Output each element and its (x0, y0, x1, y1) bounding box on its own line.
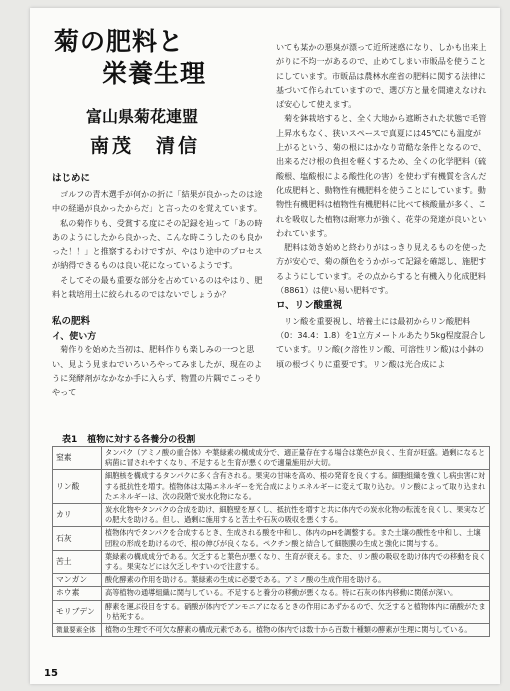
table-row (53, 624, 490, 637)
paragraph: ゴルフの青木選手が何かの折に「結果が良かったのは途中の経過が良かったからだ」と言ったのを覚えています。 (52, 189, 263, 214)
table-caption (62, 432, 195, 445)
author-given-name: 清信 (156, 135, 201, 157)
role-cell: タンパク（アミノ酸の重合体）や葉緑素の構成成分で、適正量存在する場合は葉色が良く、生育が旺盛。過剰になると病菌に冒されやすくなり、不足すると生育が悪くので適量施用が大切。 (102, 447, 490, 470)
element-cell: 石灰 (53, 527, 102, 550)
paragraph: いても某かの悪臭が漂って近所迷惑になり、しかも出来上がりに不均一があるので、止めてしまい市販品を使うことにしています。市販品は農林水産省の肥料に関する法律に基づいて作られていますので、選び方と量を間違えなければ安心して使えます。 (276, 42, 487, 110)
role-cell: 炭水化物やタンパクの合成を助け、細胞壁を厚くし、抵抗性を増すと共に体内での炭水化物の転流を良くし、果実などの肥大を助ける。但し、過剰に施用すると苦土や石灰の吸収を悪くする。 (102, 504, 490, 527)
element-cell: 窒素 (53, 447, 102, 470)
paragraph: 私の菊作りも、受賞する度にその記録を辿って「あの時あのようにしたから良かった、こんな時こうしたのも良かった！！」と推察するわけですが、やはり途中のプロセスが納得できるものは良い花になっているようです。 (52, 217, 263, 271)
author-family-name: 南茂 (90, 135, 135, 157)
role-cell: 高等植物の通導組織に関与している。不足すると養分の移動が悪くなる。特に石灰の体内移動に関係が深い。 (102, 587, 490, 600)
table-row (53, 600, 490, 623)
element-cell: カリ (53, 504, 102, 527)
table-row (53, 470, 490, 504)
paragraph: 肥料は効き始めと終わりがはっきり見えるものを使った方が安心で、菊の顔色をうかがって記録を確認し、施肥するようにしています。その点からすると有機入り化成肥料（8861）は使い易い肥料です。 (276, 242, 487, 296)
subheading-phosphate: ロ、リン酸重視 (276, 300, 343, 312)
title-line-2: 栄養生理 (102, 59, 207, 88)
table-row (53, 587, 490, 600)
title-line-1: 菊の肥料と (54, 27, 185, 56)
role-cell: 植物の生理で不可欠な酵素の構成元素である。植物の体内では数十から百数十種類の酵素が生理に関与している。 (102, 624, 490, 637)
magazine-page (30, 8, 500, 684)
role-cell: 植物体内でタンパクを合成するとき、生成される酸を中和し、体内のpHを調整する。また土壌の酸性を中和し、土壌団粒の形成を助けるので、根の伸びが良くなる。ペクチン酸と結合して細胞膜の生成と強化に関与する。 (102, 527, 490, 550)
section-heading-fertilizer: 私の肥料 (52, 316, 91, 328)
role-cell: 酸化酵素の作用を助ける。葉緑素の生成に必要である。アミノ酸の生成作用を助ける。 (102, 574, 490, 587)
table-row (53, 527, 490, 550)
element-cell: 微量要素全体 (53, 624, 102, 637)
role-cell: 細胞核を構成するタンパクに多く含有される。果実の甘味を高め、根の発育を良くする。細胞組織を強くし病虫害に対する抵抗性を増す。植物体は太陽エネルギーを光合成によりエネルギーに変えて取り込む。リン酸によって取り込まれたエネルギーは、次の段階で炭水化物になる。 (102, 470, 490, 504)
paragraph: リン酸を重要視し、培養土には最初からリン酸肥料（0：34.4：1.8）を1立方メートルあたり5kg程度混合しています。リン酸(ク溶性リン酸、可溶性リン酸)は小鉢の頃の根づくりに重要です。リン酸は光合成によ (276, 315, 486, 369)
nutrient-role-table (52, 446, 490, 637)
right-column (276, 40, 488, 371)
table-row (53, 574, 490, 587)
paragraph: 菊を鉢栽培すると、全く大地から遮断された状態で毛管上昇水もなく、狭いスペースで真夏には45℃にも温度が上がるという、菊の根にはかなり苛酷な条件となるので、出来るだけ根の負担を軽くするため、全くの化学肥料（硫酸根、塩酸根による酸性化の害）を使わず有機質を含んだ化成肥料と、動物性有機肥料を使うことにしています。動物性有機肥料は植物性有機肥料に比べて核酸量が多く、これを吸収した植物は耐寒力が強く、花芽の発達が良いといわれています。 (276, 113, 487, 238)
article-title (52, 26, 264, 90)
left-column (52, 26, 264, 400)
paragraph: そしてその最も重要な部分を占めているのはやはり、肥料と栽培用土に絞られるのではないでしょうか？ (52, 274, 263, 300)
table-row (53, 550, 490, 573)
paragraph: 菊作りを始めた当初は、肥料作りも楽しみの一つと思い、見よう見まねでいろいろやってみましたが、現在のように発酵剤がなかなか手に入らず、物置の片隅でこっそりやって (52, 344, 263, 398)
author-name (90, 131, 264, 158)
table-row (53, 504, 490, 527)
table-label: 表1 (62, 435, 78, 445)
element-cell: マンガン (53, 574, 102, 587)
table-title: 植物に対する各養分の役割 (87, 435, 196, 445)
page-number: 15 (44, 668, 58, 679)
subheading-usage: イ、使い方 (52, 332, 97, 343)
role-cell: 葉緑素の構成成分である。欠乏すると葉色が悪くなり、生育が衰える。また、リン酸の吸収を助け体内での移動を良くする。果実などには欠乏しやすいので注意する。 (102, 550, 490, 573)
section-heading-intro: はじめに (52, 173, 91, 184)
organization-name: 富山県菊花連盟 (86, 107, 199, 126)
element-cell: 苦土 (53, 550, 102, 573)
role-cell: 酵素を運ぶ役目をする。硝酸が体内でアンモニアになるときの作用にあずかるので、欠乏すると植物体内に硝酸がたまり枯死する。 (102, 600, 490, 623)
element-cell: リン酸 (53, 470, 102, 504)
element-cell: モリブデン (53, 600, 102, 623)
table-row (53, 447, 490, 470)
element-cell: ホウ素 (53, 587, 102, 600)
